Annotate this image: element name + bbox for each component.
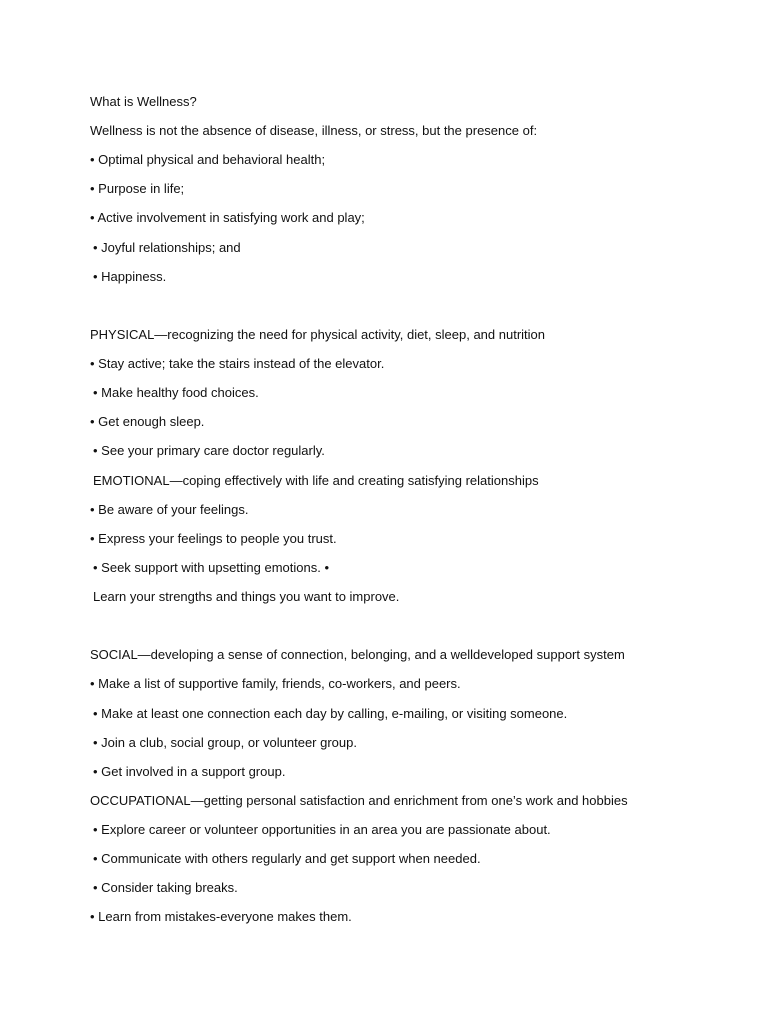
list-item: Learn your strengths and things you want to improve. bbox=[93, 589, 400, 604]
list-item: • Join a club, social group, or volunteer group. bbox=[93, 735, 357, 750]
list-item: • Communicate with others regularly and get support when needed. bbox=[93, 851, 481, 866]
section-heading-physical: PHYSICAL—recognizing the need for physical activity, diet, sleep, and nutrition bbox=[90, 327, 545, 342]
list-item: • Make healthy food choices. bbox=[93, 385, 259, 400]
wellness-definition: Wellness is not the absence of disease, illness, or stress, but the presence of: bbox=[90, 123, 538, 138]
list-item: • Joyful relationships; and bbox=[93, 240, 241, 255]
section-heading-social: SOCIAL—developing a sense of connection, belonging, and a welldeveloped support system bbox=[90, 647, 625, 662]
list-item: • Make a list of supportive family, friends, co-workers, and peers. bbox=[90, 676, 461, 691]
list-item: • Seek support with upsetting emotions. • bbox=[93, 560, 330, 575]
section-heading-emotional: EMOTIONAL—coping effectively with life and creating satisfying relationships bbox=[93, 473, 539, 488]
list-item: • Consider taking breaks. bbox=[93, 880, 238, 895]
list-item: • Get involved in a support group. bbox=[93, 764, 286, 779]
wellness-question-heading: What is Wellness? bbox=[90, 94, 197, 109]
list-item: • Happiness. bbox=[93, 269, 167, 284]
list-item: • Make at least one connection each day by calling, e-mailing, or visiting someone. bbox=[93, 706, 568, 721]
list-item: • See your primary care doctor regularly. bbox=[93, 443, 325, 458]
list-item: • Active involvement in satisfying work and play; bbox=[90, 210, 365, 225]
list-item: • Stay active; take the stairs instead of the elevator. bbox=[90, 356, 385, 371]
list-item: • Optimal physical and behavioral health; bbox=[90, 152, 326, 167]
list-item: • Get enough sleep. bbox=[90, 414, 205, 429]
list-item: • Explore career or volunteer opportunities in an area you are passionate about. bbox=[93, 822, 551, 837]
list-item: • Learn from mistakes-everyone makes them. bbox=[90, 909, 352, 924]
list-item: • Purpose in life; bbox=[90, 181, 185, 196]
section-heading-occupational: OCCUPATIONAL—getting personal satisfaction and enrichment from one’s work and hobbies bbox=[90, 793, 628, 808]
list-item: • Express your feelings to people you trust. bbox=[90, 531, 337, 546]
list-item: • Be aware of your feelings. bbox=[90, 502, 249, 517]
